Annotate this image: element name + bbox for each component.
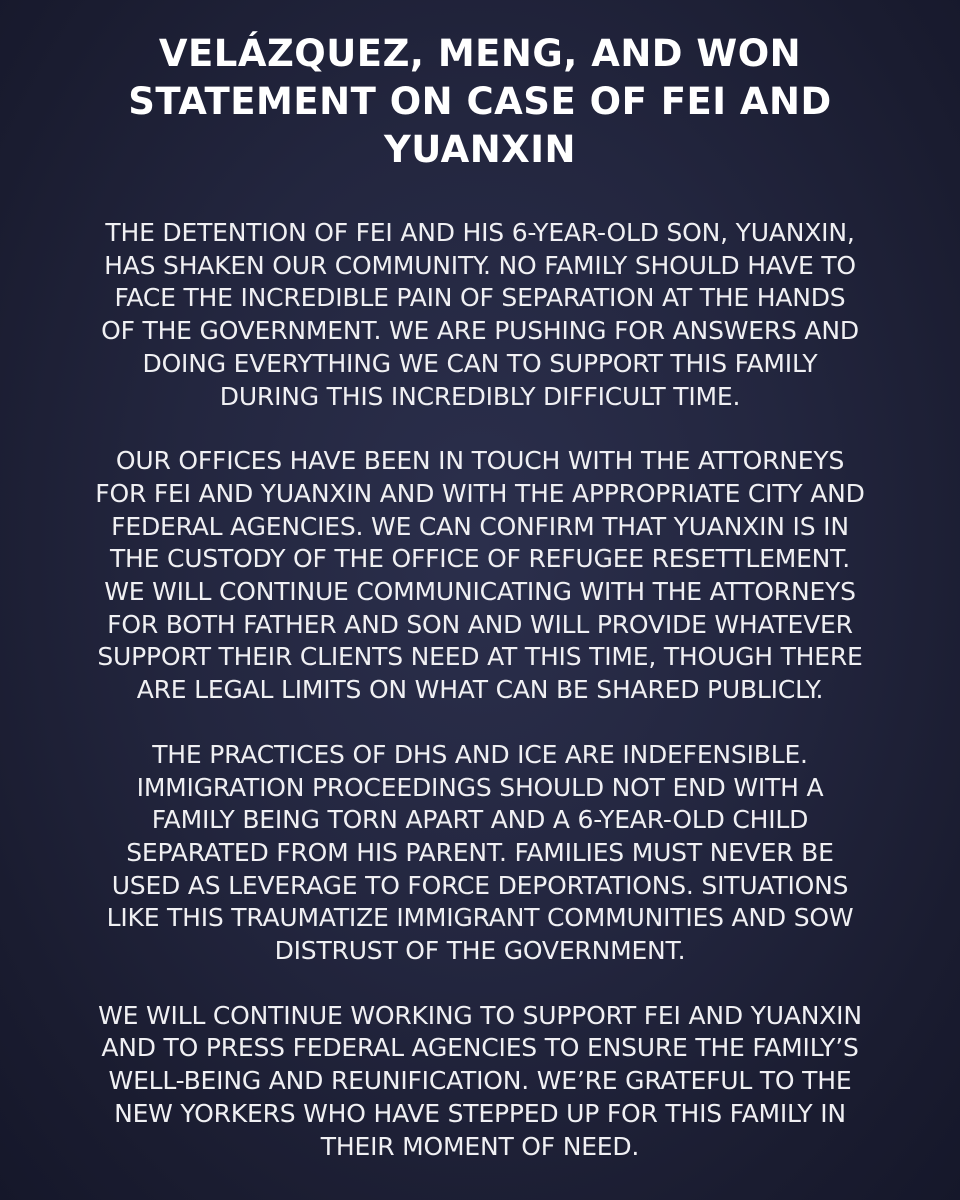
title-line: STATEMENT ON CASE OF FEI AND xyxy=(128,80,832,123)
statement-title xyxy=(100,30,860,174)
title-line: VELÁZQUEZ, MENG, AND WON xyxy=(158,32,802,75)
paragraph-line: IMMIGRATION PROCEEDINGS SHOULD NOT END WITH A xyxy=(136,772,824,802)
paragraph-offices xyxy=(22,445,938,707)
paragraph-line: HAS SHAKEN OUR COMMUNITY. NO FAMILY SHOULD HAVE TO xyxy=(104,250,856,280)
paragraph-line: FOR FEI AND YUANXIN AND WITH THE APPROPRIATE CITY AND xyxy=(95,478,865,508)
paragraph-line: THE DETENTION OF FEI AND HIS 6-YEAR-OLD SON, YUANXIN, xyxy=(105,218,855,247)
paragraph-line: DURING THIS INCREDIBLY DIFFICULT TIME. xyxy=(219,381,741,411)
paragraph-line: DISTRUST OF THE GOVERNMENT. xyxy=(274,936,686,966)
paragraph-line: FOR BOTH FATHER AND SON AND WILL PROVIDE WHATEVER xyxy=(107,609,853,639)
paragraph-line: WELL-BEING AND REUNIFICATION. WE’RE GRATEFUL TO THE xyxy=(108,1066,852,1096)
paragraph-line: FEDERAL AGENCIES. WE CAN CONFIRM THAT YUANXIN IS IN xyxy=(111,511,849,541)
paragraph-support xyxy=(22,1000,938,1164)
paragraph-line: WE WILL CONTINUE COMMUNICATING WITH THE ATTORNEYS xyxy=(104,577,856,607)
paragraph-practices xyxy=(22,739,938,968)
paragraph-line: OF THE GOVERNMENT. WE ARE PUSHING FOR ANSWERS AND xyxy=(101,316,859,346)
paragraph-line: SUPPORT THEIR CLIENTS NEED AT THIS TIME, THOUGH THERE xyxy=(97,642,863,672)
title-line: YUANXIN xyxy=(383,128,577,171)
paragraph-line: ARE LEGAL LIMITS ON WHAT CAN BE SHARED PUBLICLY. xyxy=(136,675,824,705)
statement-body xyxy=(22,217,938,1163)
paragraph-line: WE WILL CONTINUE WORKING TO SUPPORT FEI AND YUANXIN xyxy=(98,1000,862,1030)
paragraph-line: FACE THE INCREDIBLE PAIN OF SEPARATION AT THE HANDS xyxy=(114,283,846,313)
paragraph-detention xyxy=(22,217,938,413)
paragraph-line: SEPARATED FROM HIS PARENT. FAMILIES MUST NEVER BE xyxy=(126,837,834,867)
paragraph-line: OUR OFFICES HAVE BEEN IN TOUCH WITH THE ATTORNEYS xyxy=(115,446,845,476)
paragraph-line: FAMILY BEING TORN APART AND A 6-YEAR-OLD CHILD xyxy=(151,805,809,835)
paragraph-line: USED AS LEVERAGE TO FORCE DEPORTATIONS. SITUATIONS xyxy=(111,870,849,900)
paragraph-line: AND TO PRESS FEDERAL AGENCIES TO ENSURE THE FAMILY’S xyxy=(101,1033,859,1063)
paragraph-line: NEW YORKERS WHO HAVE STEPPED UP FOR THIS FAMILY IN xyxy=(114,1098,846,1128)
paragraph-line: LIKE THIS TRAUMATIZE IMMIGRANT COMMUNITIES AND SOW xyxy=(106,903,854,933)
paragraph-line: THE CUSTODY OF THE OFFICE OF REFUGEE RESETTLEMENT. xyxy=(109,544,851,574)
paragraph-line: THEIR MOMENT OF NEED. xyxy=(320,1131,640,1161)
paragraph-line: DOING EVERYTHING WE CAN TO SUPPORT THIS FAMILY xyxy=(142,348,818,378)
paragraph-line: THE PRACTICES OF DHS AND ICE ARE INDEFENSIBLE. xyxy=(152,739,808,769)
